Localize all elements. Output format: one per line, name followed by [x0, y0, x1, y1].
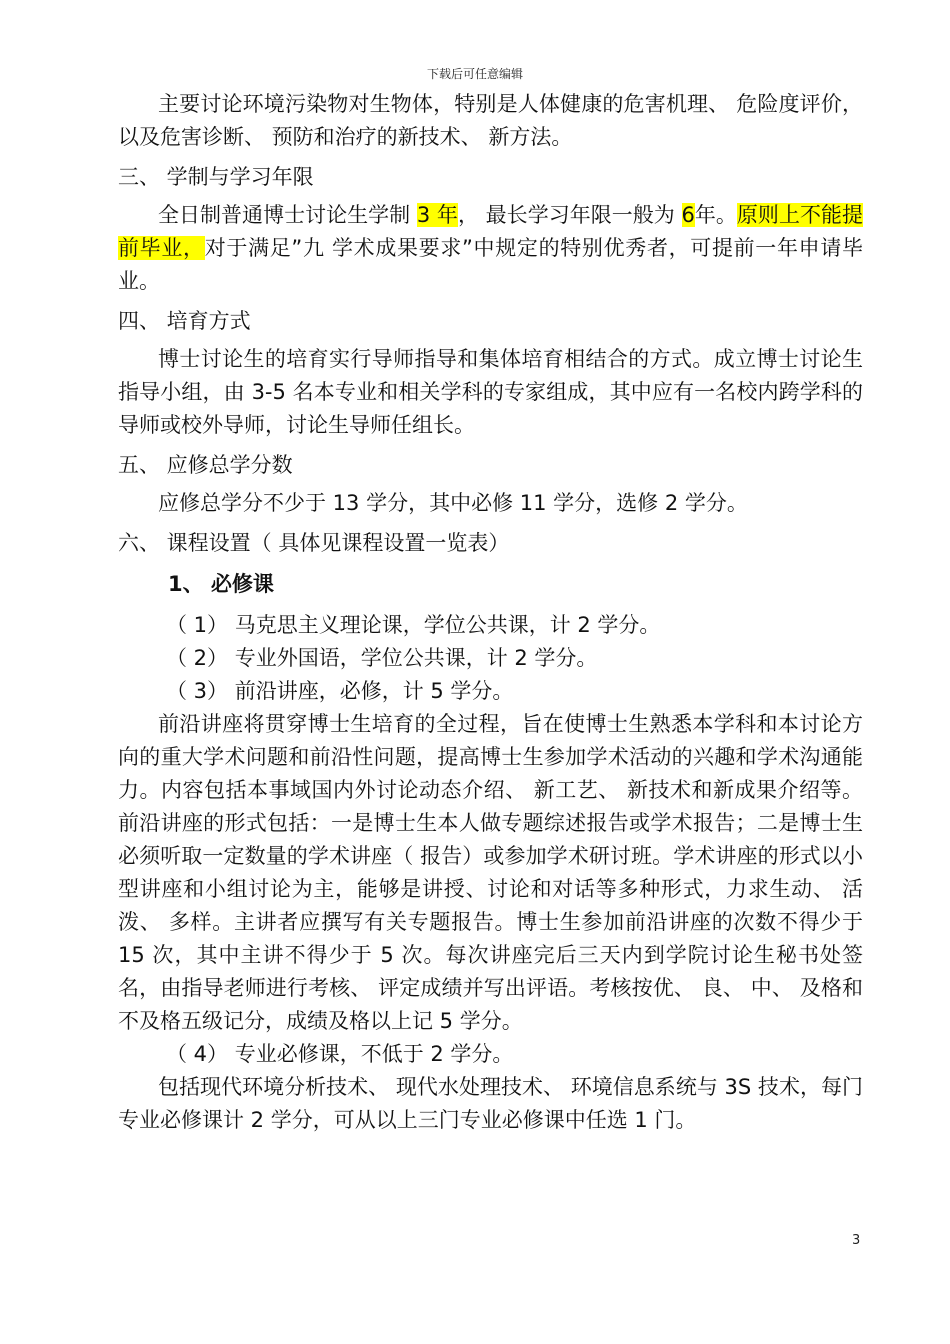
section-heading-credits: 五、 应修总学分数 [118, 453, 293, 477]
course-item-3: （ 3） 前沿讲座，必修，计 5 学分。 [166, 679, 514, 703]
text-run: 年。 [694, 203, 737, 227]
text-run: 对于满足”九 学术成果要求”中规定的特别优秀者，可提前一年申请毕业。 [118, 236, 864, 293]
highlight-3-years: 3 年 [416, 203, 458, 227]
paragraph-training: 博士讨论生的培育实行导师指导和集体培育相结合的方式。成立博士讨论生指导小组，由 3-5 名本专业和相关学科的专家组成，其中应有一名校内跨学科的导师或校外导师，讨论生导师任组长。 [118, 347, 863, 437]
paragraph-lectures: 前沿讲座将贯穿博士生培育的全过程，旨在使博士生熟悉本学科和本讨论方向的重大学术问题和前沿性问题，提高博士生参加学术活动的兴趣和学术沟通能力。内容包括本事域国内外讨论动态介绍、 新工艺、 新技术和新成果介绍等。前沿讲座的形式包括：一是博士生本人做专题综述报告或学术报告；二是博士生必须听取一定数量的学术讲座（ 报告）或参加学术研讨班。学术讲座的形式以小型讲座和小组讨论为主，能够是讲授、讨论和对话等多种形式，力求生动、 活泼、 多样。主讲者应撰写有关专题报告。博士生参加前沿讲座的次数不得少于 15 次，其中主讲不得少于 5 次。每次讲座完后三天内到学院讨论生秘书处签名，由指导老师进行考核、 评定成绩并写出评语。考核按优、 良、 中、 及格和不及格五级记分，成绩及格以上记 5 学分。 [118, 712, 863, 1033]
paragraph-research-focus: 主要讨论环境污染物对生物体，特别是人体健康的危害机理、 危险度评价，以及危害诊断、 预防和治疗的新技术、 新方法。 [118, 92, 863, 149]
section-heading-duration: 三、 学制与学习年限 [118, 165, 314, 189]
page-header: 下载后可任意编辑 [426, 67, 523, 81]
page-number: 3 [852, 1233, 861, 1248]
text-run: 全日制普通博士讨论生学制 [158, 203, 417, 227]
text-run: ， 最长学习年限一般为 [457, 203, 682, 227]
course-item-2: （ 2） 专业外国语，学位公共课，计 2 学分。 [166, 646, 598, 670]
section-heading-courses: 六、 课程设置（ 具体见课程设置一览表） [118, 531, 510, 555]
document-body [118, 88, 863, 1137]
course-item-4: （ 4） 专业必修课，不低于 2 学分。 [166, 1042, 514, 1066]
paragraph-duration [118, 199, 863, 298]
subheading-required-courses: 1、 必修课 [168, 572, 274, 596]
paragraph-major-courses: 包括现代环境分析技术、 现代水处理技术、 环境信息系统与 3S 技术，每门专业必修课计 2 学分，可从以上三门专业必修课中任选 1 门。 [118, 1075, 863, 1132]
highlight-6: 6 [681, 203, 695, 227]
paragraph-credits: 应修总学分不少于 13 学分，其中必修 11 学分，选修 2 学分。 [158, 491, 748, 515]
course-item-1: （ 1） 马克思主义理论课，学位公共课，计 2 学分。 [166, 613, 661, 637]
section-heading-training: 四、 培育方式 [118, 309, 251, 333]
highlight-no-early-graduation: 原则上不能提前毕业， [118, 203, 863, 260]
